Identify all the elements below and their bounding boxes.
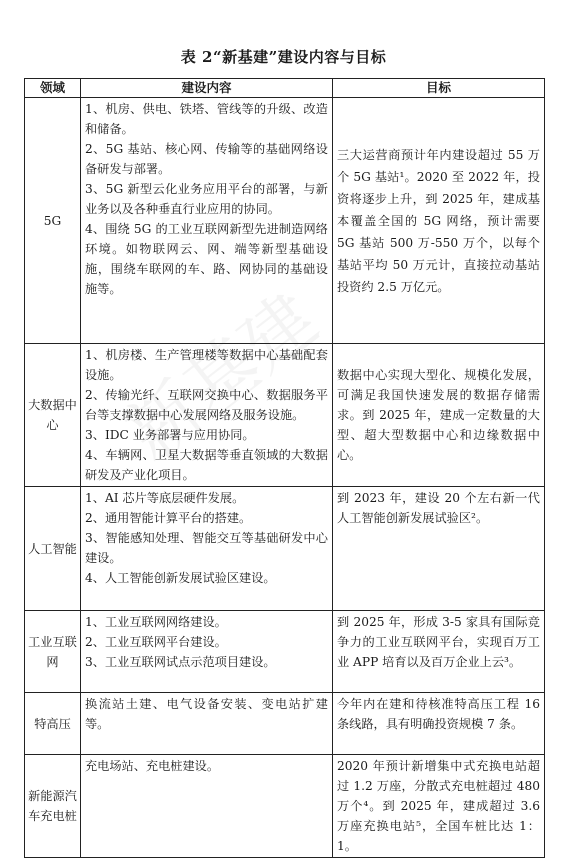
table-row: [25, 487, 545, 611]
content-item: 换流站土建、电气设备安装、变电站扩建等。: [85, 697, 328, 731]
row-content: [81, 611, 333, 693]
row-target: 2020 年预计新增集中式充换电站超过 1.2 万座，分散式充电桩超过 480 万个⁴。到 2025 年，建成超过 3.6 万座充换电站⁵，全国车桩比达 1：1。: [333, 755, 545, 858]
row-domain: 大数据中心: [25, 344, 81, 487]
content-item: 2、5G 基站、核心网、传输等的基础网络设备研发与部署。: [85, 142, 328, 176]
row-target: 数据中心实现大型化、规模化发展，可满足我国快速发展的数据存储需求。到 2025 年，建成一定数量的大型、超大型数据中心和边缘数据中心。: [333, 344, 545, 487]
content-item: 1、机房、供电、铁塔、管线等的升级、改造和储备。: [85, 102, 328, 136]
content-item: 3、IDC 业务部署与应用协同。: [85, 428, 255, 442]
content-item: 3、工业互联网试点示范项目建设。: [85, 655, 276, 669]
row-target: 三大运营商预计年内建设超过 55 万个 5G 基站¹。2020 至 2022 年，投资将逐步上升，到 2025 年，建成基本覆盖全国的 5G 网络，预计需要 5G 基站 500 万-550 万个，以每个基站平均 50 万元计，直接拉动基站投资约 2.5 万亿元。: [333, 98, 545, 344]
content-item: 1、AI 芯片等底层硬件发展。: [85, 491, 245, 505]
table-row: [25, 755, 545, 858]
content-item: 4、人工智能创新发展试验区建设。: [85, 571, 276, 585]
content-item: 1、工业互联网网络建设。: [85, 615, 227, 629]
row-domain: 工业互联网: [25, 611, 81, 693]
content-item: 3、5G 新型云化业务应用平台的部署，与新业务以及各种垂直行业应用的协同。: [85, 182, 328, 216]
header-target: 目标: [333, 79, 545, 98]
row-content: [81, 693, 333, 755]
row-domain: 特高压: [25, 693, 81, 755]
construction-table: [24, 78, 545, 858]
header-content: 建设内容: [81, 79, 333, 98]
row-target: 到 2025 年，形成 3-5 家具有国际竞争力的工业互联网平台，实现百万工业 APP 培育以及百万企业上云³。: [333, 611, 545, 693]
header-domain: 领域: [25, 79, 81, 98]
table-header-row: [25, 79, 545, 98]
row-domain: 5G: [25, 98, 81, 344]
content-item: 4、车辆网、卫星大数据等垂直领域的大数据研发及产业化项目。: [85, 448, 328, 482]
content-item: 4、围绕 5G 的工业互联网新型先进制造网络环境。如物联网云、网、端等新型基础设施，围绕车联网的车、路、网协同的基础设施等。: [85, 222, 328, 296]
row-content: [81, 487, 333, 611]
row-domain: 人工智能: [25, 487, 81, 611]
table-row: [25, 98, 545, 344]
table-row: [25, 344, 545, 487]
row-content: [81, 344, 333, 487]
row-target: 今年内在建和待核准特高压工程 16 条线路，具有明确投资规模 7 条。: [333, 693, 545, 755]
row-content: [81, 98, 333, 344]
table-row: [25, 611, 545, 693]
content-item: 2、传输光纤、互联网交换中心、数据服务平台等支撑数据中心发展网络及服务设施。: [85, 388, 328, 422]
row-content: [81, 755, 333, 858]
table-row: [25, 693, 545, 755]
table-title: 表 2“新基建”建设内容与目标: [180, 48, 387, 66]
row-target: 到 2023 年，建设 20 个左右新一代人工智能创新发展试验区²。: [333, 487, 545, 611]
content-item: 1、机房楼、生产管理楼等数据中心基础配套设施。: [85, 348, 328, 382]
content-item: 2、通用智能计算平台的搭建。: [85, 511, 252, 525]
content-item: 2、工业互联网平台建设。: [85, 635, 227, 649]
content-item: 充电场站、充电桩建设。: [85, 759, 220, 773]
content-item: 3、智能感知处理、智能交互等基础研发中心建设。: [85, 531, 328, 565]
row-domain: 新能源汽车充电桩: [25, 755, 81, 858]
